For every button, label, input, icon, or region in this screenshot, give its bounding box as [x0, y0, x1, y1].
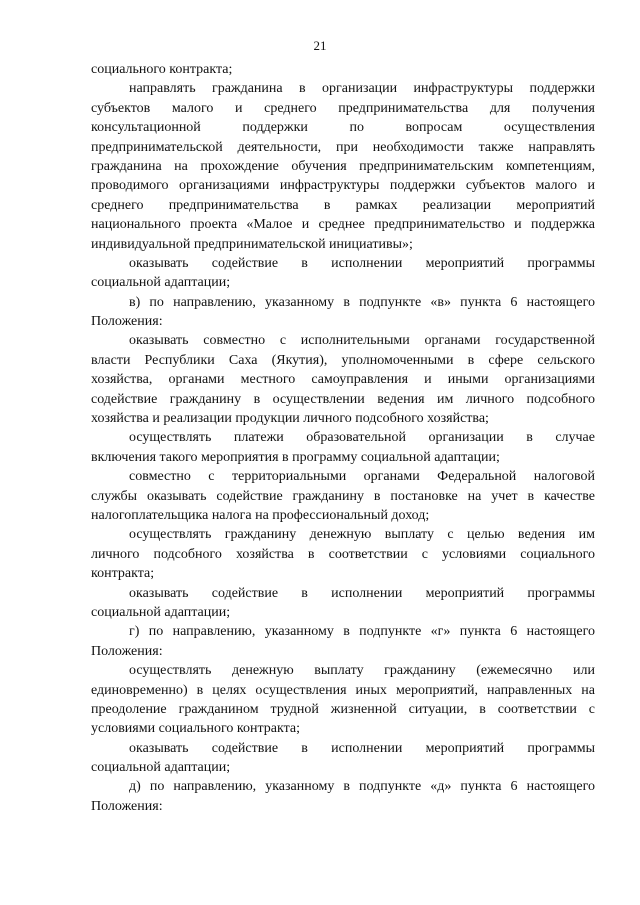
text-line: Положения:	[91, 314, 163, 330]
text-line: службы оказывать содействие гражданину в постановке на учет в качестве	[91, 488, 595, 504]
text-line: Положения:	[91, 798, 163, 814]
text-line: личного подсобного хозяйства в соответствии с условиями социального	[91, 546, 595, 562]
paragraph	[91, 60, 595, 79]
paragraph	[91, 739, 595, 778]
paragraph	[91, 331, 595, 428]
text-line: консультационной поддержки по вопросам осуществления	[91, 120, 595, 136]
text-line: условиями социального контракта;	[91, 721, 300, 737]
paragraph	[91, 467, 595, 525]
text-line: оказывать совместно с исполнительными органами государственной	[129, 333, 595, 349]
text-line: среднего предпринимательства в рамках реализации мероприятий	[91, 197, 595, 213]
text-line: индивидуальной предпринимательской инициативы»;	[91, 236, 413, 252]
text-line: в) по направлению, указанному в подпункте «в» пункта 6 настоящего	[129, 294, 595, 310]
text-line: д) по направлению, указанному в подпункте «д» пункта 6 настоящего	[129, 779, 595, 795]
text-line: осуществлять платежи образовательной организации в случае	[129, 430, 595, 446]
text-line: направлять гражданина в организации инфраструктуры поддержки	[129, 81, 595, 97]
document-body	[91, 60, 595, 816]
text-line: преодоление гражданином трудной жизненной ситуации, в соответствии с	[91, 701, 595, 717]
text-line: включения такого мероприятия в программу социальной адаптации;	[91, 449, 500, 465]
paragraph	[91, 525, 595, 583]
paragraph	[91, 661, 595, 739]
text-line: оказывать содействие в исполнении мероприятий программы	[129, 740, 595, 756]
paragraph	[91, 584, 595, 623]
text-line: контракта;	[91, 566, 155, 582]
text-line: социального контракта;	[91, 62, 233, 77]
text-line: оказывать содействие в исполнении мероприятий программы	[129, 585, 595, 601]
paragraph	[91, 777, 595, 816]
text-line: национального проекта «Малое и среднее предпринимательство и поддержка	[91, 217, 595, 233]
text-line: содействие гражданину в осуществлении ведения им личного подсобного	[91, 391, 595, 407]
text-line: хозяйства, органами местного самоуправления и иными организациями	[91, 372, 595, 388]
text-line: предпринимательской деятельности, при необходимости также направлять	[91, 139, 595, 155]
text-line: налогоплательщика налога на профессиональный доход;	[91, 507, 430, 523]
paragraph	[91, 79, 595, 254]
text-line: проводимого организациями инфраструктуры поддержки субъектов малого и	[91, 178, 595, 194]
text-line: осуществлять гражданину денежную выплату с целью ведения им	[129, 527, 595, 543]
page-number: 21	[313, 38, 327, 53]
paragraph	[91, 428, 595, 467]
text-line: социальной адаптации;	[91, 760, 231, 776]
paragraph	[91, 293, 595, 332]
text-line: оказывать содействие в исполнении мероприятий программы	[129, 255, 595, 271]
text-line: г) по направлению, указанному в подпункте «г» пункта 6 настоящего	[129, 624, 595, 640]
paragraph	[91, 254, 595, 293]
text-line: социальной адаптации;	[91, 604, 231, 620]
text-line: власти Республики Саха (Якутия), уполномоченными в сфере сельского	[91, 352, 595, 368]
text-line: единовременно) в целях осуществления иных мероприятий, направленных на	[91, 682, 595, 698]
text-line: осуществлять денежную выплату гражданину (ежемесячно или	[129, 663, 595, 679]
text-line: совместно с территориальными органами Федеральной налоговой	[129, 469, 595, 485]
text-line: хозяйства и реализации продукции личного подсобного хозяйства;	[91, 411, 489, 427]
text-line: социальной адаптации;	[91, 275, 231, 291]
text-line: гражданина на прохождение обучения предпринимательским компетенциям,	[91, 158, 595, 174]
text-line: субъектов малого и среднего предпринимательства для получения	[91, 100, 595, 116]
paragraph	[91, 622, 595, 661]
text-line: Положения:	[91, 643, 163, 659]
